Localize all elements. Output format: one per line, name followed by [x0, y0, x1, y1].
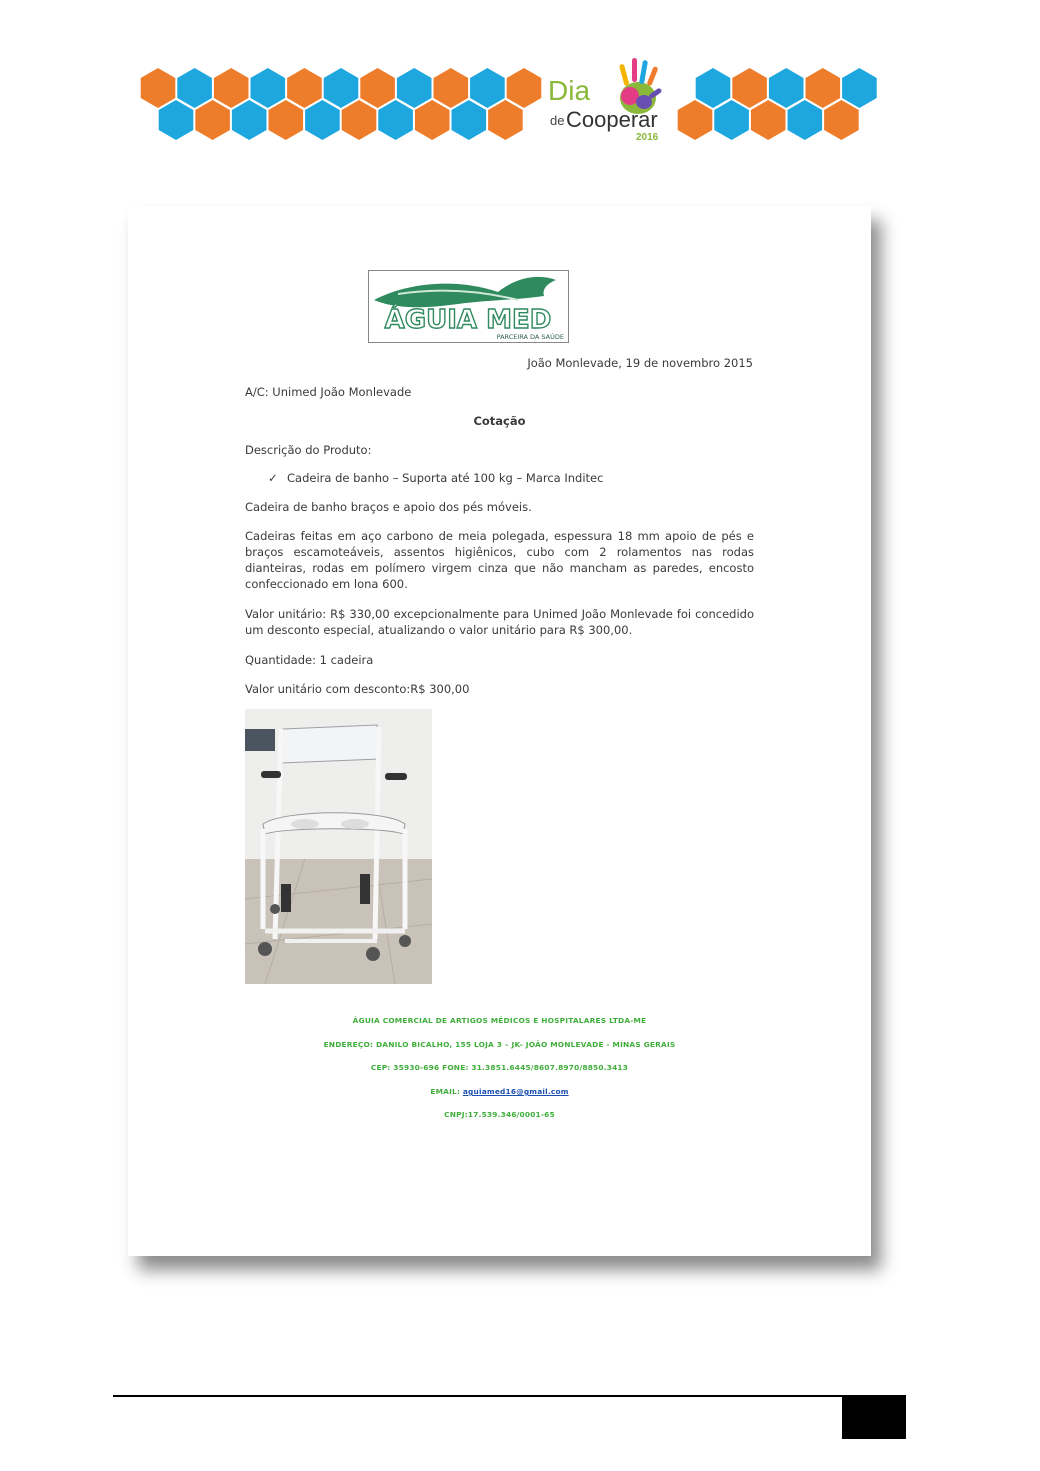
banner-hexagon [232, 100, 267, 140]
banner-hexagon [452, 100, 487, 140]
footer-cnpj: CNPJ:17.539.346/0001-65 [444, 1110, 555, 1119]
banner-hexagon [177, 68, 212, 108]
shower-chair-photo [245, 709, 432, 984]
banner-hexagon [305, 100, 340, 140]
place-date: João Monlevade, 19 de novembro 2015 [527, 356, 753, 370]
banner-hexagon [195, 100, 230, 140]
page-number-box [842, 1395, 906, 1439]
product-summary: Cadeira de banho braços e apoio dos pés móveis. [245, 500, 532, 514]
dia-de-cooperar-banner [138, 48, 894, 148]
discounted-price-line: Valor unitário com desconto:R$ 300,00 [245, 682, 470, 696]
banner-cooperar-text: Cooperar [566, 107, 658, 132]
banner-hexagon [788, 100, 823, 140]
footer-email-link[interactable]: aguiamed16@gmail.com [462, 1087, 569, 1096]
banner-hexagon [360, 68, 395, 108]
banner-hexagon [269, 100, 304, 140]
banner-hexagon [287, 68, 322, 108]
banner-hexagon [806, 68, 841, 108]
banner-hexagon [751, 100, 786, 140]
banner-hexagon [378, 100, 413, 140]
banner-dia-text: Dia [548, 75, 591, 106]
quantity-line: Quantidade: 1 cadeira [245, 653, 374, 667]
banner-hexagon [842, 68, 877, 108]
banner-hexagon [415, 100, 450, 140]
hand-logo-icon [619, 58, 662, 114]
addressee: A/C: Unimed João Monlevade [245, 385, 412, 399]
footer-company: ÁGUIA COMERCIAL DE ARTIGOS MÉDICOS E HOSPITALARES LTDA-ME [352, 1016, 647, 1025]
checkmark-icon: ✓ [268, 471, 278, 485]
footer-divider [113, 1395, 905, 1397]
banner-hexagon [678, 100, 713, 140]
banner-de-text: de [550, 113, 565, 128]
description-label: Descrição do Produto: [245, 443, 372, 457]
hexagon-banner-graphic [138, 48, 894, 148]
footer-email-label: EMAIL: [430, 1087, 463, 1096]
banner-hexagon [470, 68, 505, 108]
banner-hexagon [434, 68, 469, 108]
product-bullet: Cadeira de banho – Suporta até 100 kg – Marca Inditec [287, 471, 604, 485]
banner-hexagon [507, 68, 542, 108]
footer-address: ENDEREÇO: DANILO BICALHO, 155 LOJA 3 – JK- JOÃO MONLEVADE - MINAS GERAIS [323, 1040, 676, 1049]
banner-hexagon [141, 68, 176, 108]
product-details: Cadeiras feitas em aço carbono de meia polegada, espessura 18 mm apoio de pés e braços escamoteáveis, assentos higiênicos, cubo com 2 rolamentos nas rodas dianteiras, rodas em polímero virgem cinza que não mancham as paredes, encosto confeccionado em lona 600. [245, 529, 754, 591]
banner-hexagon [342, 100, 377, 140]
logo-name-text: ÁGUIA MED [384, 305, 552, 335]
banner-hexagon [824, 100, 859, 140]
banner-hexagon [397, 68, 432, 108]
banner-hexagon [714, 100, 749, 140]
banner-hexagon [159, 100, 194, 140]
footer-phone: CEP: 35930-696 FONE: 31.3851.6445/8607.8970/8850.3413 [370, 1063, 629, 1072]
banner-hexagon [488, 100, 523, 140]
banner-hexagon [769, 68, 804, 108]
logo-tagline-text: PARCEIRA DA SAÚDE [496, 333, 564, 341]
price-paragraph: Valor unitário: R$ 330,00 excepcionalmente para Unimed João Monlevade foi concedido um desconto especial, atualizando o valor unitário para R$ 300,00. [245, 607, 754, 637]
banner-hexagon [214, 68, 249, 108]
banner-hexagon [324, 68, 359, 108]
letter-title: Cotação [473, 414, 526, 428]
banner-hexagon [732, 68, 767, 108]
banner-hexagon [696, 68, 731, 108]
banner-hexagon [251, 68, 286, 108]
footer-email-line [128, 1087, 871, 1096]
banner-year-text: 2016 [636, 132, 659, 143]
scanned-quotation-letter [128, 206, 871, 1256]
aguia-med-logo [368, 270, 573, 346]
